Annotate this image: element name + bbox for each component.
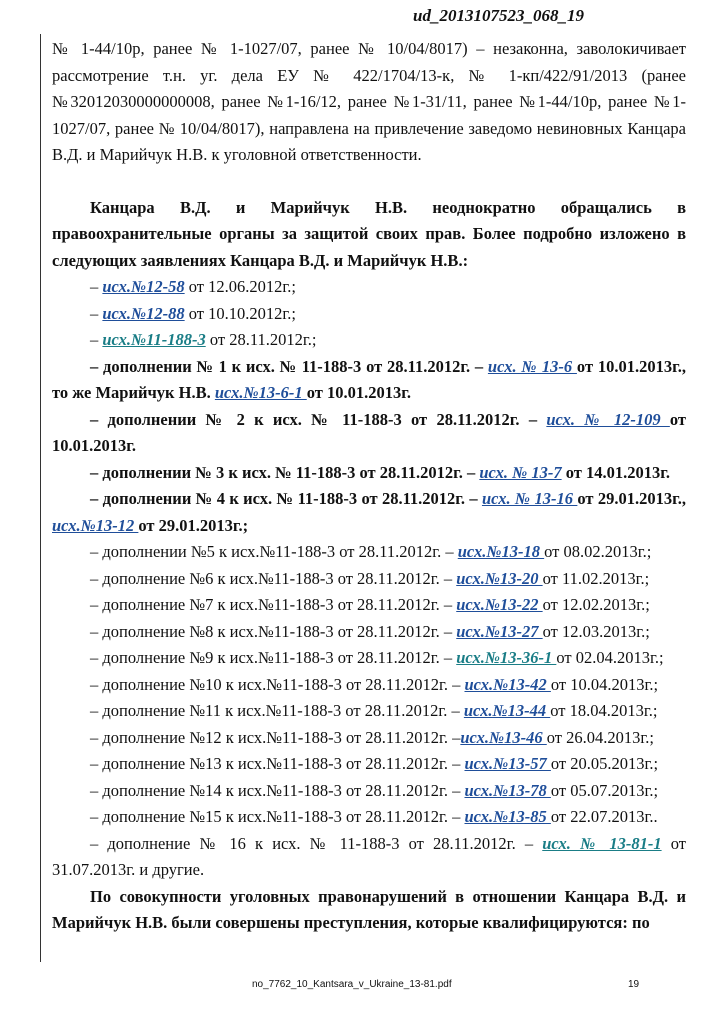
reference-link[interactable]: исх.№13-6-1 — [214, 383, 307, 402]
supplement-2: – дополнении № 2 к исх. № 11-188-3 от 28.11.2012г. – исх. № 12-109 от 10.01.2013г. — [52, 409, 686, 455]
reference-link[interactable]: исх. № 13-6 — [487, 356, 577, 376]
list-item: – дополнение №9 к исх.№11-188-3 от 28.11.2012г. – исх.№13-36-1 от 02.04.2013г.; — [90, 648, 664, 667]
list-item: – дополнение №6 к исх.№11-188-3 от 28.11.2012г. – исх.№13-20 от 11.02.2013г.; — [90, 568, 650, 588]
reference-link[interactable]: исх.№13-36-1 — [456, 648, 557, 667]
reference-link[interactable]: исх.№13-57 — [464, 754, 551, 773]
reference-link[interactable]: исх.№13-22 — [456, 595, 543, 614]
list-item: – дополнение №12 к исх.№11-188-3 от 28.11.2012г. –исх.№13-46 от 26.04.2013г.; — [90, 727, 654, 747]
paragraph-1: № 1-44/10р, ранее № 1-1027/07, ранее № 10/04/8017) – незаконна, заволокичивает рассмотрение т.н. уг. дела ЕУ № 422/1704/13-к, № 1-кп/422/91/2013 (ранее №32012030000000008, ранее №1-16/12, ранее №1-31/11, ранее №1-44/10р, ранее №1-1027/07, ранее № 10/04/8017), направлена на привлечение заведомо невиновных Канцара В.Д. и Марийчук Н.В. к уголовной ответственности. — [52, 39, 686, 164]
paragraph-3: По совокупности уголовных правонарушений в отношении Канцара В.Д. и Марийчук Н.В. были совершены преступления, которые квалифицируются: по — [52, 886, 686, 932]
list-item: – дополнение №14 к исх.№11-188-3 от 28.11.2012г. – исх.№13-78 от 05.07.2013г.; — [90, 780, 659, 800]
reference-link[interactable]: исх. № 13-7 — [479, 462, 562, 482]
list-item: – дополнении №5 к исх.№11-188-3 от 28.11.2012г. – исх.№13-18 от 08.02.2013г.; — [90, 542, 652, 561]
reference-link[interactable]: исх.№13-78 — [464, 780, 551, 800]
reference-link[interactable]: исх.№13-44 — [463, 701, 551, 720]
supplement-4: – дополнении № 4 к исх. № 11-188-3 от 28.11.2012г. – исх. № 13-16 от 29.01.2013г., исх.№13-12 от 29.01.2013г.; — [52, 489, 686, 535]
list-item: – исх.№12-58 от 12.06.2012г.; — [90, 277, 296, 296]
list-item: – дополнение №10 к исх.№11-188-3 от 28.11.2012г. – исх.№13-42 от 10.04.2013г.; — [90, 674, 659, 694]
reference-link[interactable]: исх.№11-188-3 — [102, 330, 206, 349]
paragraph-2: Канцара В.Д. и Марийчук Н.В. неоднократно обращались в правоохранительные органы за защитой своих прав. Более подробно изложено в следующих заявлениях Канцара В.Д. и Марийчук Н.В.: — [52, 197, 686, 270]
list-1 — [52, 274, 686, 354]
document-body — [52, 36, 686, 937]
list-item: – дополнение №13 к исх.№11-188-3 от 28.11.2012г. – исх.№13-57 от 20.05.2013г.; — [90, 754, 659, 773]
reference-link[interactable]: исх.№13-20 — [456, 568, 543, 588]
supplement-3: – дополнении № 3 к исх. № 11-188-3 от 28.11.2012г. – исх. № 13-7 от 14.01.2013г. — [90, 462, 671, 482]
reference-link[interactable]: исх.№13-85 — [464, 807, 551, 826]
list-item: – дополнение №11 к исх.№11-188-3 от 28.11.2012г. – исх.№13-44 от 18.04.2013г.; — [90, 701, 658, 720]
reference-link[interactable]: исх. № 12-109 — [546, 409, 670, 429]
reference-link[interactable]: исх.№13-42 — [464, 674, 551, 694]
reference-link[interactable]: исх.№12-58 — [102, 277, 185, 296]
footer-filename: no_7762_10_Kantsara_v_Ukraine_13-81.pdf — [252, 979, 452, 990]
supplement-1: – дополнении № 1 к исх. № 11-188-3 от 28.11.2012г. – исх. № 13-6 от 10.01.2013г., то же Марийчук Н.В. исх.№13-6-1 от 10.01.2013г. — [52, 356, 686, 402]
reference-link[interactable]: исх. № 13-16 — [481, 489, 578, 508]
reference-link[interactable]: исх.№13-46 — [460, 727, 547, 747]
page-left-rule — [40, 34, 41, 962]
reference-link[interactable]: исх. № 13-81-1 — [542, 833, 662, 853]
list-2 — [52, 539, 686, 831]
page-number: 19 — [628, 979, 640, 990]
reference-link[interactable]: исх.№13-12 — [52, 515, 139, 535]
document-id: ud_2013107523_068_19 — [413, 6, 584, 25]
list-item: – дополнение №8 к исх.№11-188-3 от 28.11.2012г. – исх.№13-27 от 12.03.2013г.; — [90, 621, 650, 641]
reference-link[interactable]: исх.№13-27 — [456, 621, 543, 641]
reference-link[interactable]: исх.№13-18 — [457, 542, 545, 561]
list-item: – дополнение №15 к исх.№11-188-3 от 28.11.2012г. – исх.№13-85 от 22.07.2013г.. — [90, 807, 658, 826]
supplement-16: – дополнение № 16 к исх. № 11-188-3 от 28.11.2012г. – исх. № 13-81-1 от 31.07.2013г. и другие. — [52, 833, 686, 879]
reference-link[interactable]: исх.№12-88 — [102, 303, 185, 323]
list-item: – исх.№11-188-3 от 28.11.2012г.; — [90, 330, 317, 349]
list-item: – исх.№12-88 от 10.10.2012г.; — [90, 303, 296, 323]
list-item: – дополнение №7 к исх.№11-188-3 от 28.11.2012г. – исх.№13-22 от 12.02.2013г.; — [90, 595, 650, 614]
